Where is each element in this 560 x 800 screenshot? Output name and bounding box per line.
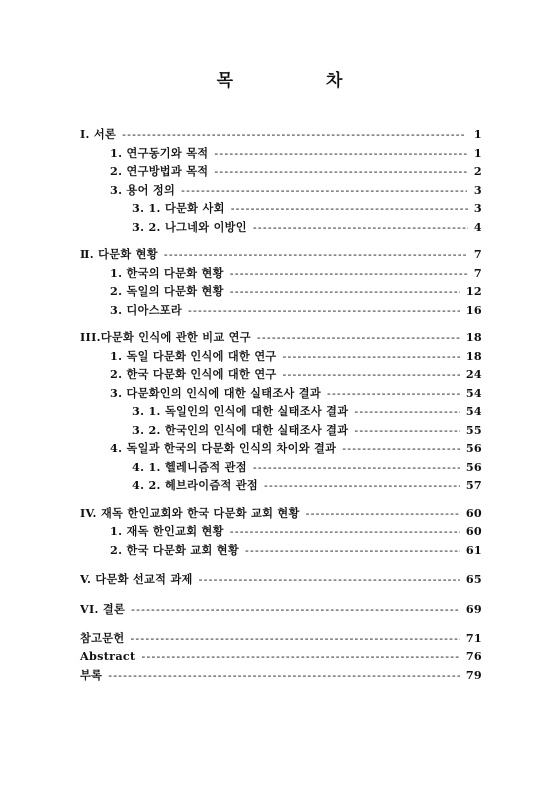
toc-entry-label: 1. 한국의 다문화 현황	[110, 265, 224, 280]
toc-entry[interactable]	[80, 523, 482, 542]
toc-leader	[214, 146, 467, 160]
toc-entry-label: 3. 디아스포라	[110, 302, 183, 317]
toc-entry-label: 3. 용어 정의	[110, 182, 176, 197]
toc-entry[interactable]	[80, 145, 482, 164]
toc-entry-page: 3	[473, 182, 482, 197]
toc-entry-page: 7	[473, 247, 482, 261]
toc-entry[interactable]	[80, 601, 482, 620]
toc-leader	[354, 423, 459, 437]
toc-entry-page: 65	[465, 572, 482, 586]
toc-leader	[181, 183, 467, 197]
toc-entry-label: V. 다문화 선교적 과제	[80, 572, 193, 586]
toc-entry-page: 69	[465, 601, 482, 616]
toc-entry-label: Ⅱ. 다문화 현황	[80, 247, 158, 261]
toc-entry[interactable]	[80, 440, 482, 459]
table-of-contents	[80, 126, 482, 686]
toc-entry-page: 18	[465, 348, 482, 363]
toc-entry-page: 76	[465, 648, 482, 663]
page-title	[0, 66, 560, 91]
toc-entry[interactable]	[80, 219, 482, 238]
toc-entry[interactable]	[80, 182, 482, 201]
toc-entry-label: III.다문화 인식에 관한 비교 연구	[80, 330, 251, 344]
toc-leader	[188, 303, 460, 317]
toc-entry-label: 4. 2. 헤브라이즘적 관점	[132, 478, 259, 492]
toc-entry-page: 12	[465, 284, 482, 298]
toc-entry-page: 60	[465, 524, 482, 538]
toc-entry-label: 참고문헌	[80, 631, 125, 645]
toc-entry-page: 2	[473, 164, 482, 178]
toc-leader	[108, 668, 460, 682]
toc-leader	[214, 164, 467, 178]
toc-leader	[230, 284, 460, 298]
toc-entry[interactable]	[80, 302, 482, 321]
toc-entry-label: 1. 독일 다문화 인식에 대한 연구	[110, 348, 277, 363]
toc-entry-page: 7	[473, 265, 482, 280]
toc-entry-label: 2. 한국 다문화 교회 현황	[110, 542, 240, 557]
toc-entry[interactable]	[80, 348, 482, 367]
toc-leader	[327, 386, 460, 400]
toc-entry[interactable]	[80, 385, 482, 404]
toc-entry-page: 56	[465, 459, 482, 474]
toc-entry[interactable]	[80, 246, 482, 265]
toc-leader	[130, 631, 459, 645]
title-char-1: 목	[216, 71, 234, 91]
toc-leader	[306, 506, 460, 520]
toc-entry[interactable]	[80, 403, 482, 422]
toc-leader	[283, 349, 460, 363]
toc-leader	[264, 478, 460, 492]
toc-entry-label: 1. 재독 한인교회 현황	[110, 524, 224, 538]
toc-entry-label: 3. 1. 다문화 사회	[132, 201, 225, 215]
toc-entry-label: 부록	[80, 668, 103, 682]
toc-entry[interactable]	[80, 200, 482, 219]
toc-entry[interactable]	[80, 422, 482, 441]
toc-leader	[257, 330, 460, 344]
toc-leader	[245, 543, 460, 557]
toc-entry-label: 1. 연구동기와 목적	[110, 145, 209, 160]
toc-entry[interactable]	[80, 126, 482, 145]
toc-leader	[283, 367, 460, 381]
toc-entry-label: VI. 결론	[80, 601, 126, 616]
toc-entry-label: 2. 한국 다문화 인식에 대한 연구	[110, 367, 277, 381]
toc-entry[interactable]	[80, 265, 482, 284]
toc-entry[interactable]	[80, 542, 482, 561]
toc-entry-label: 3. 2. 한국인의 인식에 대한 실태조사 결과	[132, 422, 349, 437]
toc-entry-page: 56	[465, 441, 482, 455]
toc-entry-label: 2. 연구방법과 목적	[110, 164, 209, 178]
title-char-2: 차	[326, 71, 344, 91]
toc-entry[interactable]	[80, 459, 482, 478]
toc-entry[interactable]	[80, 329, 482, 348]
toc-leader	[131, 602, 460, 616]
toc-entry-page: 61	[465, 542, 482, 557]
toc-entry-page: 60	[465, 505, 482, 520]
toc-entry[interactable]	[80, 505, 482, 524]
toc-leader	[253, 460, 460, 474]
toc-entry-page: 54	[465, 385, 482, 400]
toc-entry-label: IV. 재독 한인교회와 한국 다문화 교회 현황	[80, 505, 300, 520]
toc-entry[interactable]	[80, 477, 482, 496]
toc-entry-page: 71	[465, 631, 482, 645]
toc-leader	[122, 127, 465, 141]
toc-leader	[164, 247, 467, 261]
toc-entry-label: 4. 독일과 한국의 다문화 인식의 차이와 결과	[110, 441, 337, 455]
toc-leader	[231, 201, 468, 215]
toc-entry-label: Abstract	[80, 648, 136, 663]
toc-entry-label: 3. 2. 나그네와 이방인	[132, 219, 247, 234]
toc-entry-page: 4	[473, 219, 482, 234]
toc-leader	[199, 572, 460, 586]
toc-entry[interactable]	[80, 571, 482, 590]
toc-entry-page: 1	[473, 127, 482, 141]
toc-entry-page: 18	[465, 330, 482, 344]
toc-entry-page: 1	[473, 145, 482, 160]
toc-entry-page: 79	[465, 668, 482, 682]
toc-entry-label: I. 서론	[80, 127, 117, 141]
toc-entry[interactable]	[80, 630, 482, 649]
toc-entry[interactable]	[80, 283, 482, 302]
toc-entry[interactable]	[80, 366, 482, 385]
toc-leader	[230, 524, 460, 538]
toc-entry-page: 57	[465, 478, 482, 492]
toc-entry-page: 54	[465, 404, 482, 418]
toc-leader	[253, 220, 468, 234]
toc-entry-label: 3. 1. 독일인의 인식에 대한 실태조사 결과	[132, 404, 349, 418]
toc-entry-page: 24	[465, 367, 482, 381]
toc-leader	[342, 441, 460, 455]
toc-entry[interactable]	[80, 667, 482, 686]
toc-entry[interactable]	[80, 163, 482, 182]
toc-entry-page: 3	[473, 201, 482, 215]
toc-entry-page: 55	[465, 422, 482, 437]
toc-entry[interactable]	[80, 649, 482, 668]
toc-entry-label: 4. 1. 헬레니즘적 관점	[132, 459, 247, 474]
toc-leader	[142, 649, 460, 663]
toc-leader	[354, 404, 459, 418]
toc-leader	[230, 266, 468, 280]
toc-entry-label: 3. 다문화인의 인식에 대한 실태조사 결과	[110, 385, 321, 400]
toc-entry-page: 16	[465, 302, 482, 317]
toc-entry-label: 2. 독일의 다문화 현황	[110, 284, 224, 298]
